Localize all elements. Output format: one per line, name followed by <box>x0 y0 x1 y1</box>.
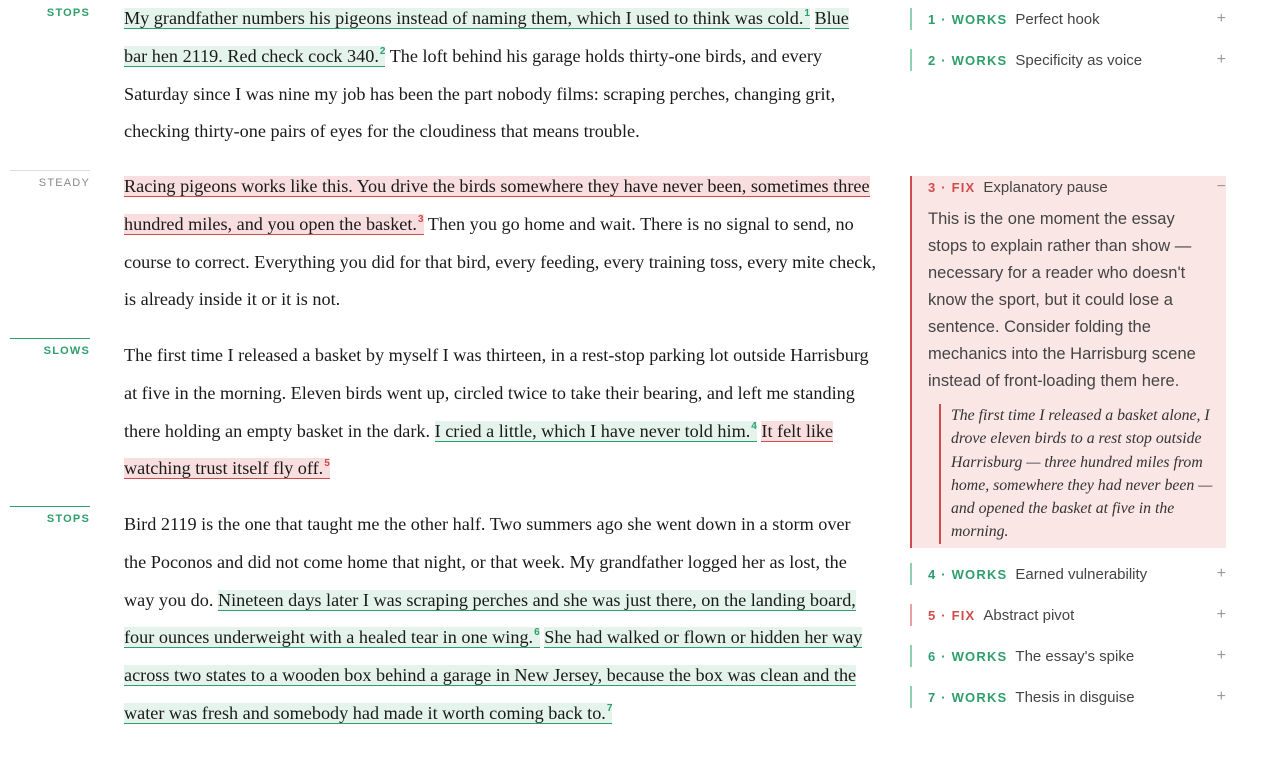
note-title: Perfect hook <box>1015 10 1100 28</box>
annotated-span-4[interactable] <box>435 421 757 442</box>
note-header[interactable] <box>912 645 1226 667</box>
pacing-marker-steady <box>10 170 90 189</box>
note-title: Explanatory pause <box>983 178 1108 196</box>
span-text: I cried a little, which I have never told him. <box>434 420 751 441</box>
span-text: Racing pigeons works like this. You drive the birds somewhere they have never been, sometimes three hundred miles, and you open the basket. <box>124 176 870 234</box>
note-title: Earned vulnerability <box>1015 565 1148 583</box>
annotated-span-1[interactable] <box>124 8 810 29</box>
paragraph-text: Then you go home and wait. There is no signal to send, no course to correct. Everything you did for that bird, every feeding, every training toss, every mite check, is already inside it or it is not. <box>124 213 876 310</box>
note-header[interactable] <box>912 49 1226 71</box>
footnote-marker[interactable]: 3 <box>417 213 424 225</box>
note-3-expanded[interactable] <box>910 176 1226 548</box>
note-number: 2 · WORKS <box>928 52 1008 68</box>
pacing-marker-stops-2 <box>10 506 90 525</box>
footnote-marker[interactable]: 2 <box>379 45 386 57</box>
note-4[interactable] <box>910 563 1226 585</box>
span-text: Nineteen days later I was scraping perches and she was just there, on the landing board, four ounces underweight with a healed tear in one wing. <box>124 589 856 648</box>
pacing-label: STOPS <box>46 7 90 19</box>
note-6[interactable] <box>910 645 1226 667</box>
note-title: Abstract pivot <box>983 606 1075 624</box>
note-2[interactable] <box>910 49 1226 71</box>
note-title: Thesis in disguise <box>1015 688 1135 706</box>
pacing-marker-stops-1 <box>10 0 90 19</box>
note-title: The essay's spike <box>1015 647 1135 665</box>
note-5[interactable] <box>910 604 1226 626</box>
note-number: 4 · WORKS <box>928 566 1008 582</box>
note-number: 6 · WORKS <box>928 648 1008 664</box>
essay-paragraph-4 <box>124 506 876 733</box>
footnote-marker[interactable]: 4 <box>751 420 757 432</box>
expand-icon[interactable]: + <box>1216 647 1226 664</box>
note-title: Specificity as voice <box>1015 51 1143 69</box>
paragraph-text: Bird 2119 is the one that taught me the other half. Two summers ago she went down in a storm over the Poconos and did not come home that night, or that week. My grandfather logged her as lost, the way you do. <box>124 514 851 610</box>
note-header[interactable] <box>912 176 1226 198</box>
note-7[interactable] <box>910 686 1226 708</box>
note-header[interactable] <box>912 686 1226 708</box>
paragraph-text: The first time I released a basket by myself I was thirteen, in a rest-stop parking lot outside Harrisburg at five in the morning. Eleven birds went up, circled twice to take their bearing, and left me standing there holding an empty basket in the dark. <box>124 345 869 441</box>
expand-icon[interactable]: + <box>1216 565 1226 582</box>
note-header[interactable] <box>912 8 1226 30</box>
note-number: 1 · WORKS <box>928 11 1008 27</box>
essay-paragraph-3 <box>124 337 876 488</box>
note-header[interactable] <box>912 563 1226 585</box>
note-body: This is the one moment the essay stops to explain rather than show — necessary for a reader who doesn't know the sport, but it could lose a sentence. Consider folding the mechanics into the Harrisburg scene instead of front-loading them here. <box>928 210 1196 390</box>
expand-icon[interactable]: + <box>1216 688 1226 705</box>
span-text: It felt like watching trust itself fly off. <box>124 420 834 479</box>
essay-paragraph-2 <box>124 168 876 319</box>
note-number: 7 · WORKS <box>928 689 1008 705</box>
expand-icon[interactable]: + <box>1216 10 1226 27</box>
expand-icon[interactable]: + <box>1216 51 1226 68</box>
paragraph-text: The loft behind his garage holds thirty-one birds, and every Saturday since I was nine my job has been the part nobody films: scraping perches, changing grit, checking thirty-one pairs of eyes for the cloudiness that means trouble. <box>124 45 836 142</box>
footnote-marker[interactable]: 5 <box>324 458 330 470</box>
expand-icon[interactable]: + <box>1216 606 1226 623</box>
span-text: She had walked or flown or hidden her way across two states to a wooden box behind a garage in New Jersey, because the box was clean and the water was fresh and somebody had made it worth coming back to. <box>124 627 863 723</box>
pacing-label: STOPS <box>46 513 90 525</box>
pacing-label: SLOWS <box>43 345 90 357</box>
pacing-label: STEADY <box>38 177 90 189</box>
note-number: 5 · FIX <box>928 607 976 623</box>
footnote-marker[interactable]: 7 <box>606 702 613 714</box>
essay-paragraph-1 <box>124 0 876 151</box>
suggested-rewrite: The first time I released a basket alone, I drove eleven birds to a rest stop outside Harrisburg — three hundred miles from home, somewhere they had never been — and opened the basket at five in the morning. <box>939 404 1218 544</box>
note-header[interactable] <box>912 604 1226 626</box>
span-text: My grandfather numbers his pigeons instead of naming them, which I used to think was cold. <box>124 8 804 28</box>
note-1[interactable] <box>910 8 1226 30</box>
footnote-marker[interactable]: 6 <box>534 627 540 639</box>
note-number: 3 · FIX <box>928 179 976 195</box>
span-text: Blue bar hen 2119. Red check cock 340. <box>124 8 849 66</box>
footnote-marker[interactable]: 1 <box>804 8 810 19</box>
pacing-marker-slows <box>10 338 90 357</box>
collapse-icon[interactable]: − <box>1216 178 1226 195</box>
